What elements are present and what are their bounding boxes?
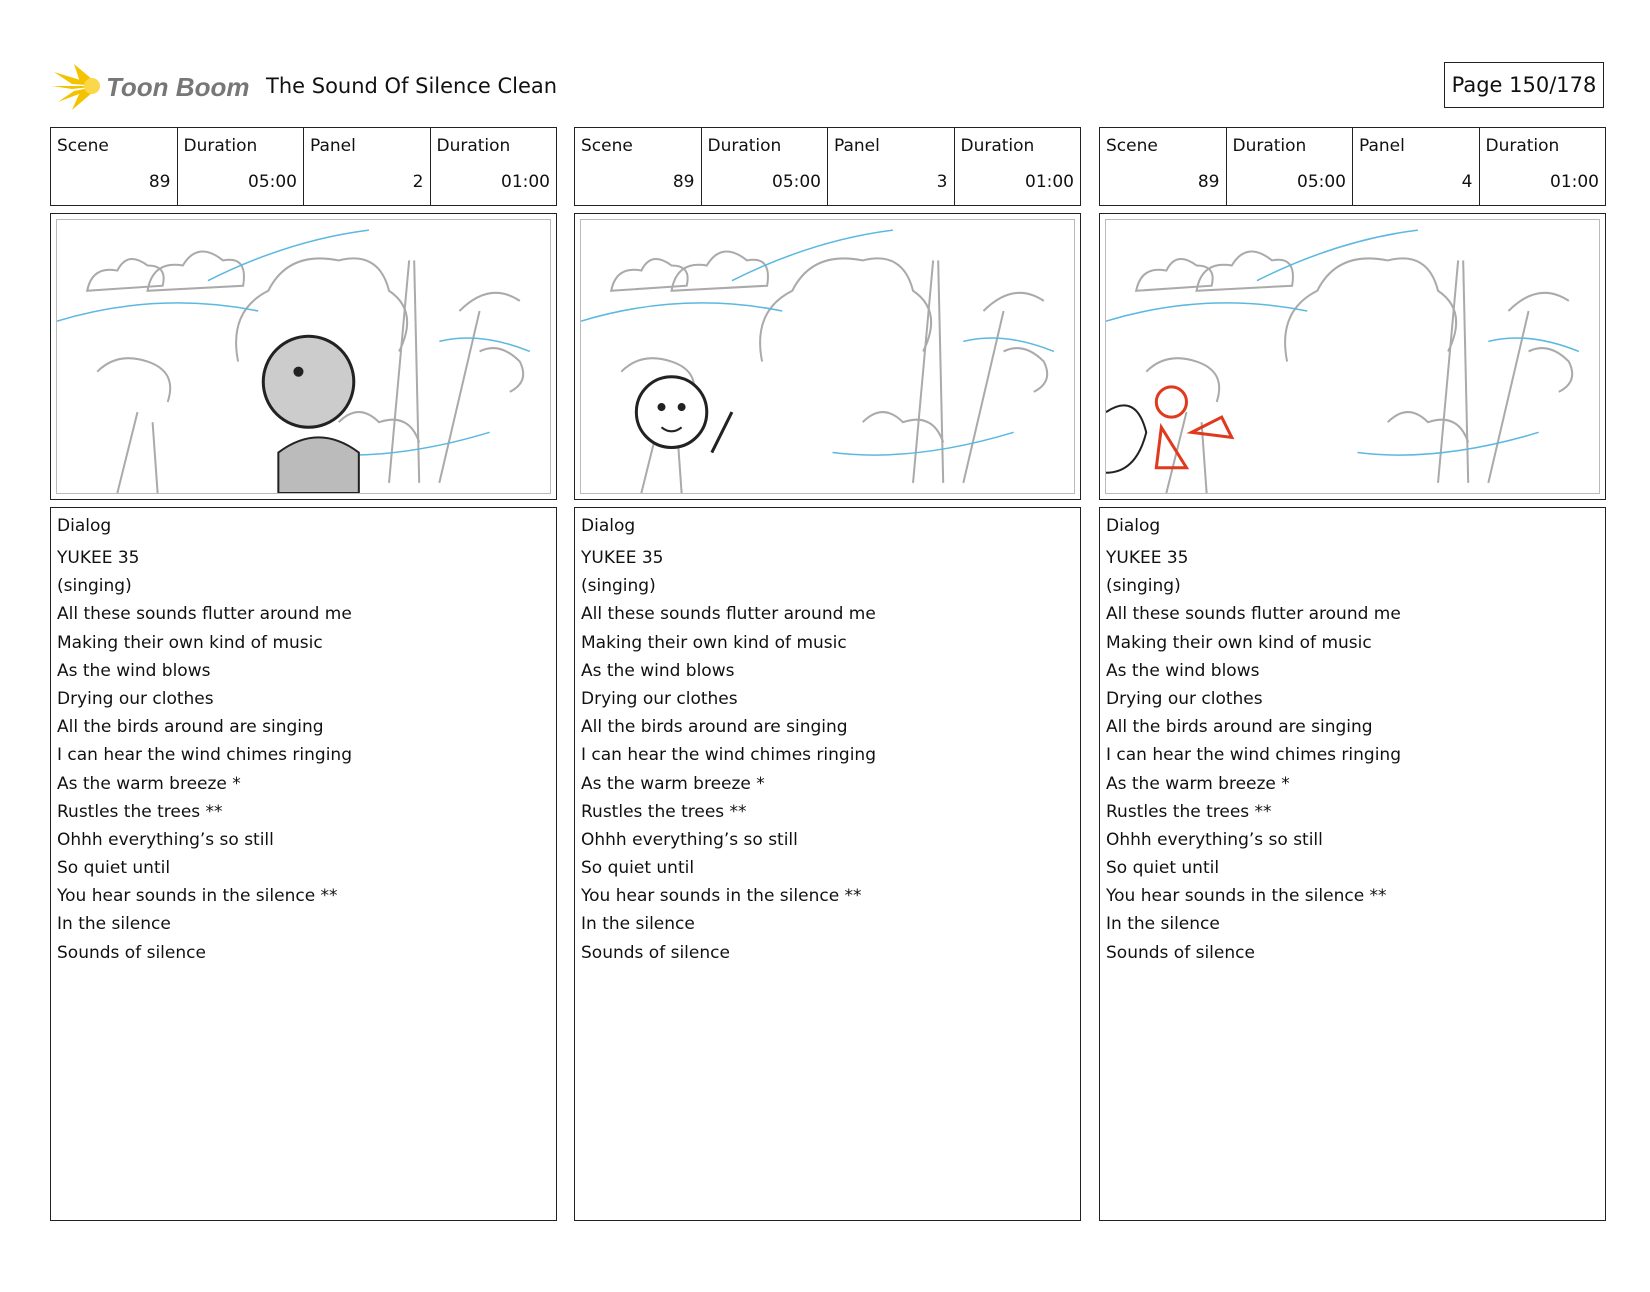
dialog-line: As the wind blows	[57, 660, 211, 681]
dialog-line: In the silence	[57, 914, 171, 935]
panel-duration-value: 01:00	[1550, 172, 1599, 192]
dialog-line: All these sounds flutter around me	[1106, 604, 1401, 625]
dialog-line: YUKEE 35	[57, 548, 140, 568]
duration-value: 05:00	[1297, 172, 1346, 192]
dialog-line: Sounds of silence	[57, 942, 206, 963]
dialog-line: (singing)	[581, 576, 656, 597]
dialog-line: You hear sounds in the silence **	[581, 886, 862, 907]
panel-header	[50, 127, 557, 206]
dialog-line: In the silence	[1106, 914, 1220, 935]
dialog-line: So quiet until	[57, 858, 171, 879]
dialog-line: Making their own kind of music	[57, 632, 323, 653]
dialog-line: You hear sounds in the silence **	[57, 886, 338, 907]
panel-duration-value: 01:00	[1025, 172, 1074, 192]
dialog-box	[50, 507, 557, 1221]
duration-label: Duration	[1232, 136, 1307, 156]
dialog-line: Ohhh everything’s so still	[581, 829, 798, 850]
panel-header	[1099, 127, 1606, 206]
dialog-line: I can hear the wind chimes ringing	[1106, 745, 1401, 766]
panel-image	[1099, 213, 1606, 500]
scene-cell	[51, 128, 178, 205]
character-sketch	[636, 377, 732, 453]
dialog-line: (singing)	[57, 576, 132, 597]
dialog-line: Drying our clothes	[57, 688, 214, 709]
dialog-line: As the wind blows	[581, 660, 735, 681]
dialog-label: Dialog	[57, 516, 112, 536]
dialog-box	[1099, 507, 1606, 1221]
panel-image	[574, 213, 1081, 500]
dialog-line: YUKEE 35	[1106, 548, 1189, 568]
starburst-icon	[52, 62, 102, 112]
dialog-line: All these sounds flutter around me	[57, 604, 352, 625]
dialog-label: Dialog	[581, 516, 636, 536]
duration-value: 05:00	[248, 172, 297, 192]
dialog-line: Ohhh everything’s so still	[57, 829, 274, 850]
panel-value: 4	[1461, 172, 1473, 192]
scene-value: 89	[1197, 172, 1220, 192]
panel-duration-label: Duration	[960, 136, 1035, 156]
panel-cell	[304, 128, 431, 205]
scene-value: 89	[148, 172, 171, 192]
panel-label: Panel	[834, 136, 880, 156]
panel-column	[1099, 127, 1606, 1221]
dialog-line: As the warm breeze *	[57, 773, 241, 794]
dialog-line: YUKEE 35	[581, 548, 664, 568]
duration-cell	[178, 128, 305, 205]
dialog-line: All the birds around are singing	[1106, 717, 1373, 738]
panel-label: Panel	[1359, 136, 1405, 156]
dialog-line: Drying our clothes	[1106, 688, 1263, 709]
dialog-line: As the wind blows	[1106, 660, 1260, 681]
panel-duration-label: Duration	[1485, 136, 1560, 156]
scene-label: Scene	[57, 136, 109, 156]
dialog-line: Rustles the trees **	[581, 801, 747, 822]
panel-duration-cell	[1480, 128, 1606, 205]
dialog-line: I can hear the wind chimes ringing	[581, 745, 876, 766]
panel-header	[574, 127, 1081, 206]
duration-label: Duration	[707, 136, 782, 156]
dialog-line: So quiet until	[1106, 858, 1220, 879]
dialog-line: Rustles the trees **	[1106, 801, 1272, 822]
panel-column	[50, 127, 557, 1221]
sketch-drawing	[580, 219, 1075, 494]
scene-cell	[1100, 128, 1227, 205]
panel-duration-cell	[431, 128, 557, 205]
character-sketch	[1106, 387, 1232, 473]
duration-cell	[1227, 128, 1354, 205]
dialog-line: I can hear the wind chimes ringing	[57, 745, 352, 766]
panel-cell	[828, 128, 955, 205]
logo-text: Toon Boom	[106, 71, 250, 102]
dialog-line: Sounds of silence	[1106, 942, 1255, 963]
character-sketch	[263, 336, 359, 493]
scene-label: Scene	[1106, 136, 1158, 156]
dialog-line: Rustles the trees **	[57, 801, 223, 822]
scene-label: Scene	[581, 136, 633, 156]
dialog-line: All the birds around are singing	[581, 717, 848, 738]
dialog-label: Dialog	[1106, 516, 1161, 536]
duration-label: Duration	[183, 136, 258, 156]
panel-image	[50, 213, 557, 500]
scene-value: 89	[672, 172, 695, 192]
panel-cell	[1353, 128, 1480, 205]
scene-cell	[575, 128, 702, 205]
dialog-line: Sounds of silence	[581, 942, 730, 963]
sketch-drawing	[1105, 219, 1600, 494]
project-title: The Sound Of Silence Clean	[266, 74, 558, 98]
panel-duration-cell	[955, 128, 1081, 205]
dialog-line: Making their own kind of music	[1106, 632, 1372, 653]
duration-value: 05:00	[772, 172, 821, 192]
dialog-line: Ohhh everything’s so still	[1106, 829, 1323, 850]
dialog-line: Making their own kind of music	[581, 632, 847, 653]
duration-cell	[702, 128, 829, 205]
dialog-line: As the warm breeze *	[581, 773, 765, 794]
dialog-line: All these sounds flutter around me	[581, 604, 876, 625]
panel-duration-value: 01:00	[501, 172, 550, 192]
panel-value: 2	[412, 172, 424, 192]
panel-value: 3	[936, 172, 948, 192]
dialog-line: (singing)	[1106, 576, 1181, 597]
panel-label: Panel	[310, 136, 356, 156]
sketch-drawing	[56, 219, 551, 494]
dialog-line: As the warm breeze *	[1106, 773, 1290, 794]
toon-boom-logo	[52, 62, 249, 112]
dialog-box	[574, 507, 1081, 1221]
dialog-line: In the silence	[581, 914, 695, 935]
dialog-line: You hear sounds in the silence **	[1106, 886, 1387, 907]
dialog-line: All the birds around are singing	[57, 717, 324, 738]
panel-duration-label: Duration	[436, 136, 511, 156]
panel-column	[574, 127, 1081, 1221]
dialog-line: So quiet until	[581, 858, 695, 879]
dialog-line: Drying our clothes	[581, 688, 738, 709]
page-number: Page 150/178	[1444, 62, 1604, 108]
